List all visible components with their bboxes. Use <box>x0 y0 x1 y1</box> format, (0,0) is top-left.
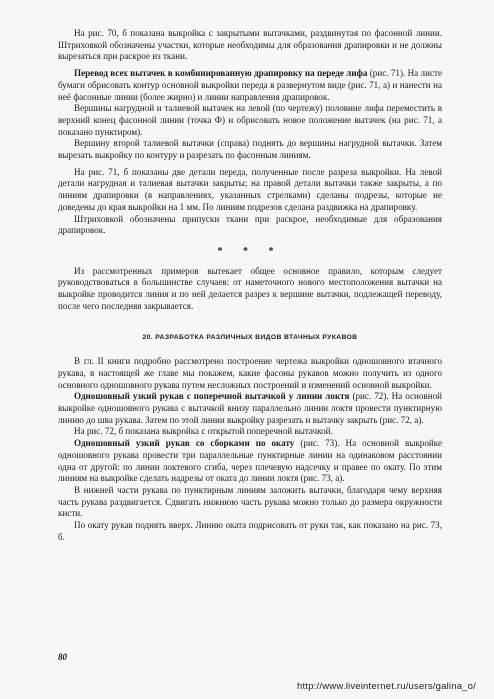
paragraph-group-top <box>58 28 442 237</box>
bold-lead: Одношовный узкий рукав со сборками по окату <box>74 438 295 449</box>
section-separator: * * * <box>217 245 283 257</box>
paragraph: На рис. 70, б показана выкройка с закрытыми вытачками, раздвинутая по фасонной линии. Штриховкой обозначены участки, которые необходимы для образования драпировки и не должны вырезаться при раскрое из ткани. <box>58 28 442 62</box>
paragraph-conclusion: Из рассмотренных примеров вытекает общее основное правило, которым следует руководствоваться в большинстве случаев: от наметочного нового местоположения вытачки на выкройке проводится линия и по ней делается разрез к вершине вытачки, подлежащей переводу, после чего последняя закрывается. <box>58 265 442 311</box>
paragraph: Вершину второй талиевой вытачки (справа) поднять до вершины нагрудной вытачки. Затем вырезать выкройку по контуру и разрезать по фасонным линиям. <box>58 138 442 161</box>
page-body <box>58 28 442 543</box>
watermark-url: http://www.liveinternet.ru/users/galina_o/ <box>297 681 476 692</box>
paragraph: По окату рукав поднять вверх. Линию оката подрисовать от руки так, как показано на рис. 73, б. <box>58 520 442 542</box>
paragraph: В гл. II книги подробно рассмотрено построение чертежа выкройки одношовного втачного рукава, в настоящей же главе мы покажем, какие фасоны рукавов можно получить из одного основного одношовного рукава путем несложных построений и изменений основной выкройки. <box>58 356 442 390</box>
paragraph: Вершины нагрудной и талиевой вытачек на левой (по чертежу) половине лифа переместить в верхний конец фасонной линии (точка Ф) и обрисовать новое положение вытачек (на рис. 71, а показано пунктиром). <box>58 103 442 137</box>
paragraph: Одношовный узкий рукав со сборками по окату (рис. 73). На основной выкройке одношовного рукава провести три параллельные пунктирные линии на одинаковом расстоянии одна от другой: по линии локтевого сгиба, через плечевую надсечку и правее по окату. По этим линиям на выкройке сделать надрезы от оката до линии локтя (рис. 73, а). <box>58 438 442 484</box>
paragraph: Штриховкой обозначены припуски ткани при раскрое, необходимые для образования драпировок. <box>58 213 442 236</box>
paragraph-group-bottom <box>58 356 442 543</box>
paragraph: В нижней части рукава по пунктирным линиям заложить вытачки, благодаря чему верхняя часть рукава раздвигается. Сдвигать нижнюю часть рукава можно только до размера окружности кисти. <box>58 484 442 519</box>
page-number: 80 <box>58 652 67 662</box>
paragraph: На рис. 72, б показана выкройка с открытой поперечной вытачкой. <box>74 426 333 437</box>
bold-lead: Одношовный узкий рукав с поперечной вытачкой у линии локтя <box>74 391 350 402</box>
paragraph: Одношовный узкий рукав с поперечной вытачкой у линии локтя (рис. 72). На основной выкройке одношовного рукава с вытачкой внизу параллельно линии локтя провести пунктирную линию до шва рукава. Затем по этой линии выкройку разрезать и вытачку закрыть (рис. 72, а). <box>58 391 442 425</box>
paragraph: Перевод всех вытачек в комбинированную драпировку на переде лифа (рис. 71). На листе бумаги обрисовать контур основной выкройки переда в развернутом виде (рис. 71, а) и нанести на неё фасонные линии (более жирно) и линии направления драпировок. <box>58 68 442 102</box>
bold-lead: Перевод всех вытачек в комбинированную драпировку на переде лифа <box>74 68 368 79</box>
paragraph: На рис. 71, б показаны две детали переда, полученные после разреза выкройки. На левой детали нагрудная и талиевая вытачки закрыты; на правой детали вытачки также закрыты, а по линиям драпировки (в направлениях, указанных стрелками) сделаны подрезы, которые не доведены до края выкройки на 1 мм. По линиям подрезов сделана раздвижка на драпировку. <box>58 166 442 212</box>
section-heading: 20. РАЗРАБОТКА РАЗЛИЧНЫХ ВИДОВ ВТАЧНЫХ РУКАВОВ <box>142 334 358 342</box>
